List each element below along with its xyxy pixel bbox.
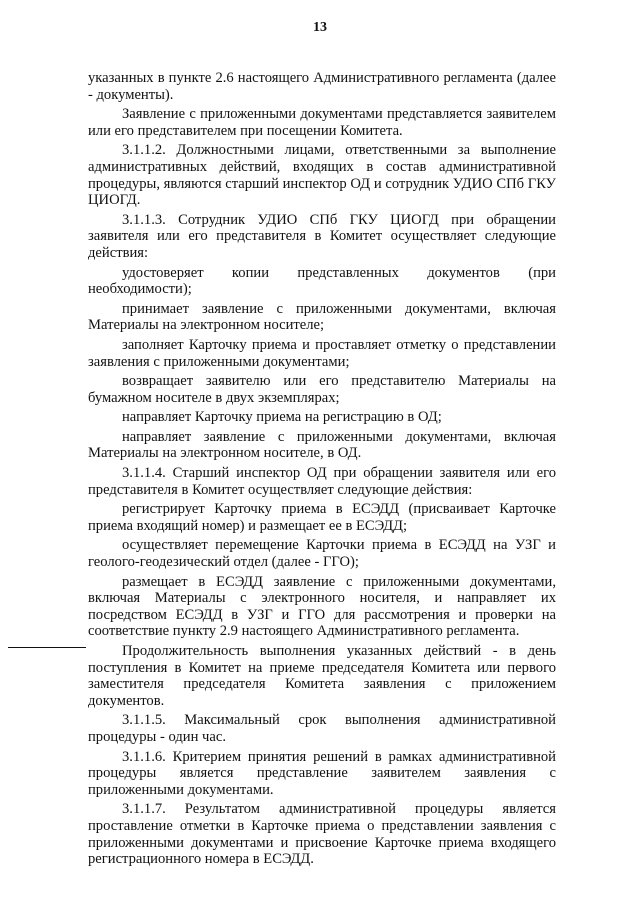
action-send-card: направляет Карточку приема на регистрацию в ОД; [122, 409, 442, 426]
page-number: 13 [313, 20, 327, 35]
action-move-card: осуществляет перемещение Карточки приема в ЕСЭДД на УЗГ и геолого-геодезический отдел (далее - ГГО); [88, 537, 556, 571]
document-body [88, 70, 556, 871]
paragraph-3-1-1-6: 3.1.1.6. Критерием принятия решений в рамках административной процедуры является представление заявителем заявления с приложенными документами. [88, 748, 556, 798]
paragraph-3-1-1-2: 3.1.1.2. Должностными лицами, ответственными за выполнение административных действий, входящих в состав административной процедуры, являются старший инспектор ОД и сотрудник УДИО СПб ГКУ ЦИОГД. [88, 142, 556, 209]
paragraph-application-submission: Заявление с приложенными документами представляется заявителем или его представителем при посещении Комитета. [88, 106, 556, 139]
paragraph-3-1-1-3: 3.1.1.3. Сотрудник УДИО СПб ГКУ ЦИОГД при обращении заявителя или его представителя в Комитет осуществляет следующие действия: [88, 211, 556, 261]
paragraph-duration: Продолжительность выполнения указанных действий - в день поступления в Комитет на приеме председателя Комитета или первого заместителя председателя Комитета заявления с приложением документов. [88, 643, 556, 709]
action-send-application: направляет заявление с приложенными документами, включая Материалы на электронном носителе, в ОД. [88, 428, 556, 462]
paragraph-3-1-1-4: 3.1.1.4. Старший инспектор ОД при обращении заявителя или его представителя в Комитет осуществляет следующие действия: [88, 465, 556, 498]
action-place-application: размещает в ЕСЭДД заявление с приложенными документами, включая Материалы с электронного носителя, и направляет их посредством ЕСЭДД в УЗГ и ГГО для рассмотрения и проверки на соответствие пункту 2.9 настоящего Административного регламента. [88, 573, 556, 640]
paragraph-3-1-1-5: 3.1.1.5. Максимальный срок выполнения административной процедуры - один час. [88, 712, 556, 745]
action-accept-application: принимает заявление с приложенными документами, включая Материалы на электронном носителе; [88, 300, 556, 334]
action-fill-card: заполняет Карточку приема и проставляет отметку о представлении заявления с приложенными документами; [88, 336, 556, 370]
paragraph-continuation: указанных в пункте 2.6 настоящего Административного регламента (далее - документы). [88, 70, 556, 103]
action-certify-copies: удостоверяет копии представленных документов (при необходимости); [88, 264, 556, 298]
action-register-card: регистрирует Карточку приема в ЕСЭДД (присваивает Карточке приема входящий номер) и размещает ее в ЕСЭДД; [88, 501, 556, 534]
action-return-materials: возвращает заявителю или его представителю Материалы на бумажном носителе в двух экземплярах; [88, 373, 556, 406]
paragraph-3-1-1-7: 3.1.1.7. Результатом административной процедуры является проставление отметки в Карточке приема о представлении заявления с приложенными документами и присвоение Карточке приема входящего регистрационного номера в ЕСЭДД. [88, 801, 556, 868]
margin-rule [8, 647, 86, 648]
